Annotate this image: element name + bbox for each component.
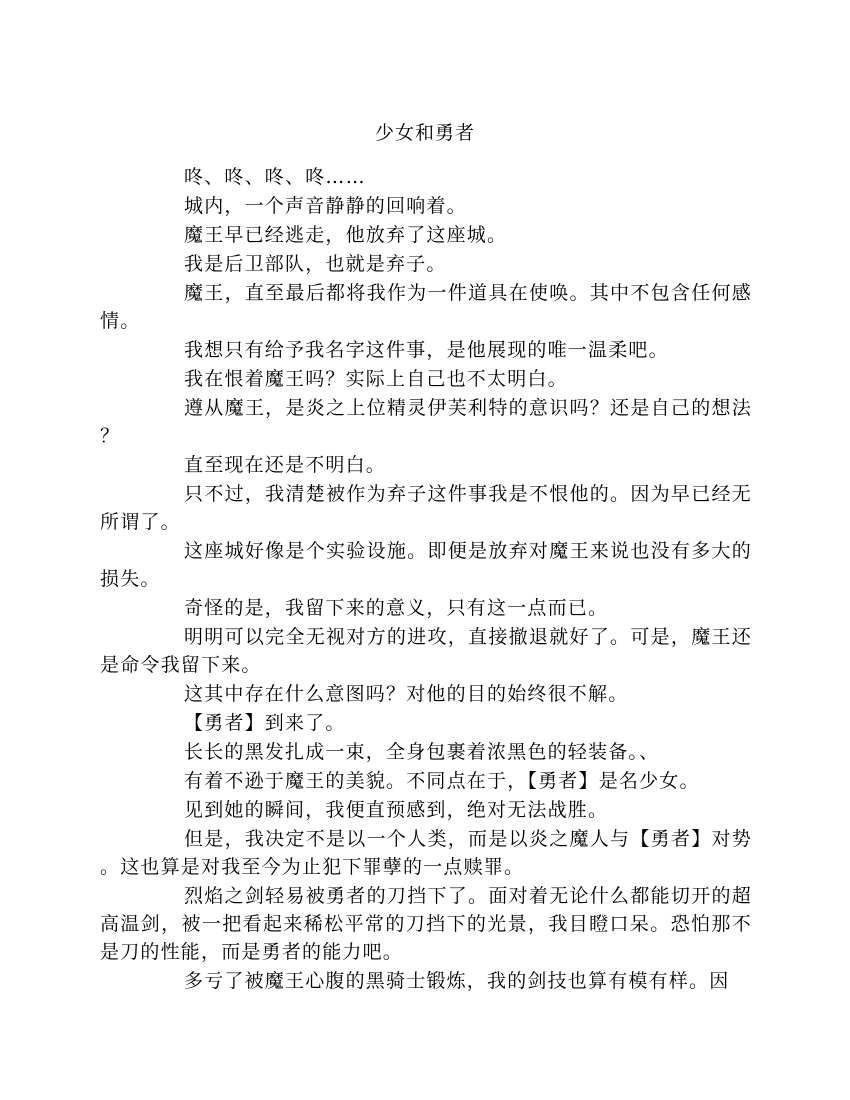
paragraph: 长长的黑发扎成一束，全身包裹着浓黑色的轻装备。、 <box>184 741 660 763</box>
paragraph: 多亏了被魔王心腹的黑骑士锻炼，我的剑技也算有模有样。因 <box>184 970 730 992</box>
paragraph: 我在恨着魔王吗？实际上自己也不太明白。 <box>184 368 568 390</box>
paragraph: 我是后卫部队，也就是弃子。 <box>184 253 447 275</box>
paragraph: 直至现在还是不明白。 <box>184 454 387 476</box>
paragraph: 有着不逊于魔王的美貌。不同点在于，【勇者】是名少女。 <box>184 770 700 792</box>
paragraph: 明明可以完全无视对方的进攻，直接撤退就好了。可是，魔王还是命令我留下来。 <box>100 626 752 676</box>
paragraph: 遵从魔王，是炎之上位精灵伊芙利特的意识吗？还是自己的想法？ <box>100 397 752 447</box>
paragraph: 但是，我决定不是以一个人类，而是以炎之魔人与【勇者】对势。这也算是对我至今为止犯下罪孽的一点赎罪。 <box>100 828 752 878</box>
paragraph: 我想只有给予我名字这件事，是他展现的唯一温柔吧。 <box>184 339 669 361</box>
paragraph: 奇怪的是，我留下来的意义，只有这一点而已。 <box>184 597 609 619</box>
document-title: 少女和勇者 <box>374 122 475 144</box>
paragraph: 这其中存在什么意图吗？对他的目的始终很不解。 <box>184 683 629 705</box>
paragraph: 烈焰之剑轻易被勇者的刀挡下了。面对着无论什么都能切开的超高温剑，被一把看起来稀松平常的刀挡下的光景，我目瞪口呆。恐怕那不是刀的性能，而是勇者的能力吧。 <box>100 885 752 963</box>
paragraph: 这座城好像是个实验设施。即便是放弃对魔王来说也没有多大的损失。 <box>100 540 752 590</box>
paragraph: 见到她的瞬间，我便直预感到，绝对无法战胜。 <box>184 799 609 821</box>
paragraph: 魔王早已经逃走，他放弃了这座城。 <box>184 224 508 246</box>
paragraph: 咚、咚、咚、咚…… <box>184 166 366 188</box>
paragraph: 只不过，我清楚被作为弃子这件事我是不恨他的。因为早已经无所谓了。 <box>100 483 752 533</box>
paragraph: 【勇者】到来了。 <box>184 712 346 734</box>
document-body <box>100 163 752 995</box>
paragraph: 魔王，直至最后都将我作为一件道具在使唤。其中不包含任何感情。 <box>100 282 752 332</box>
paragraph: 城内，一个声音静静的回响着。 <box>184 195 467 217</box>
